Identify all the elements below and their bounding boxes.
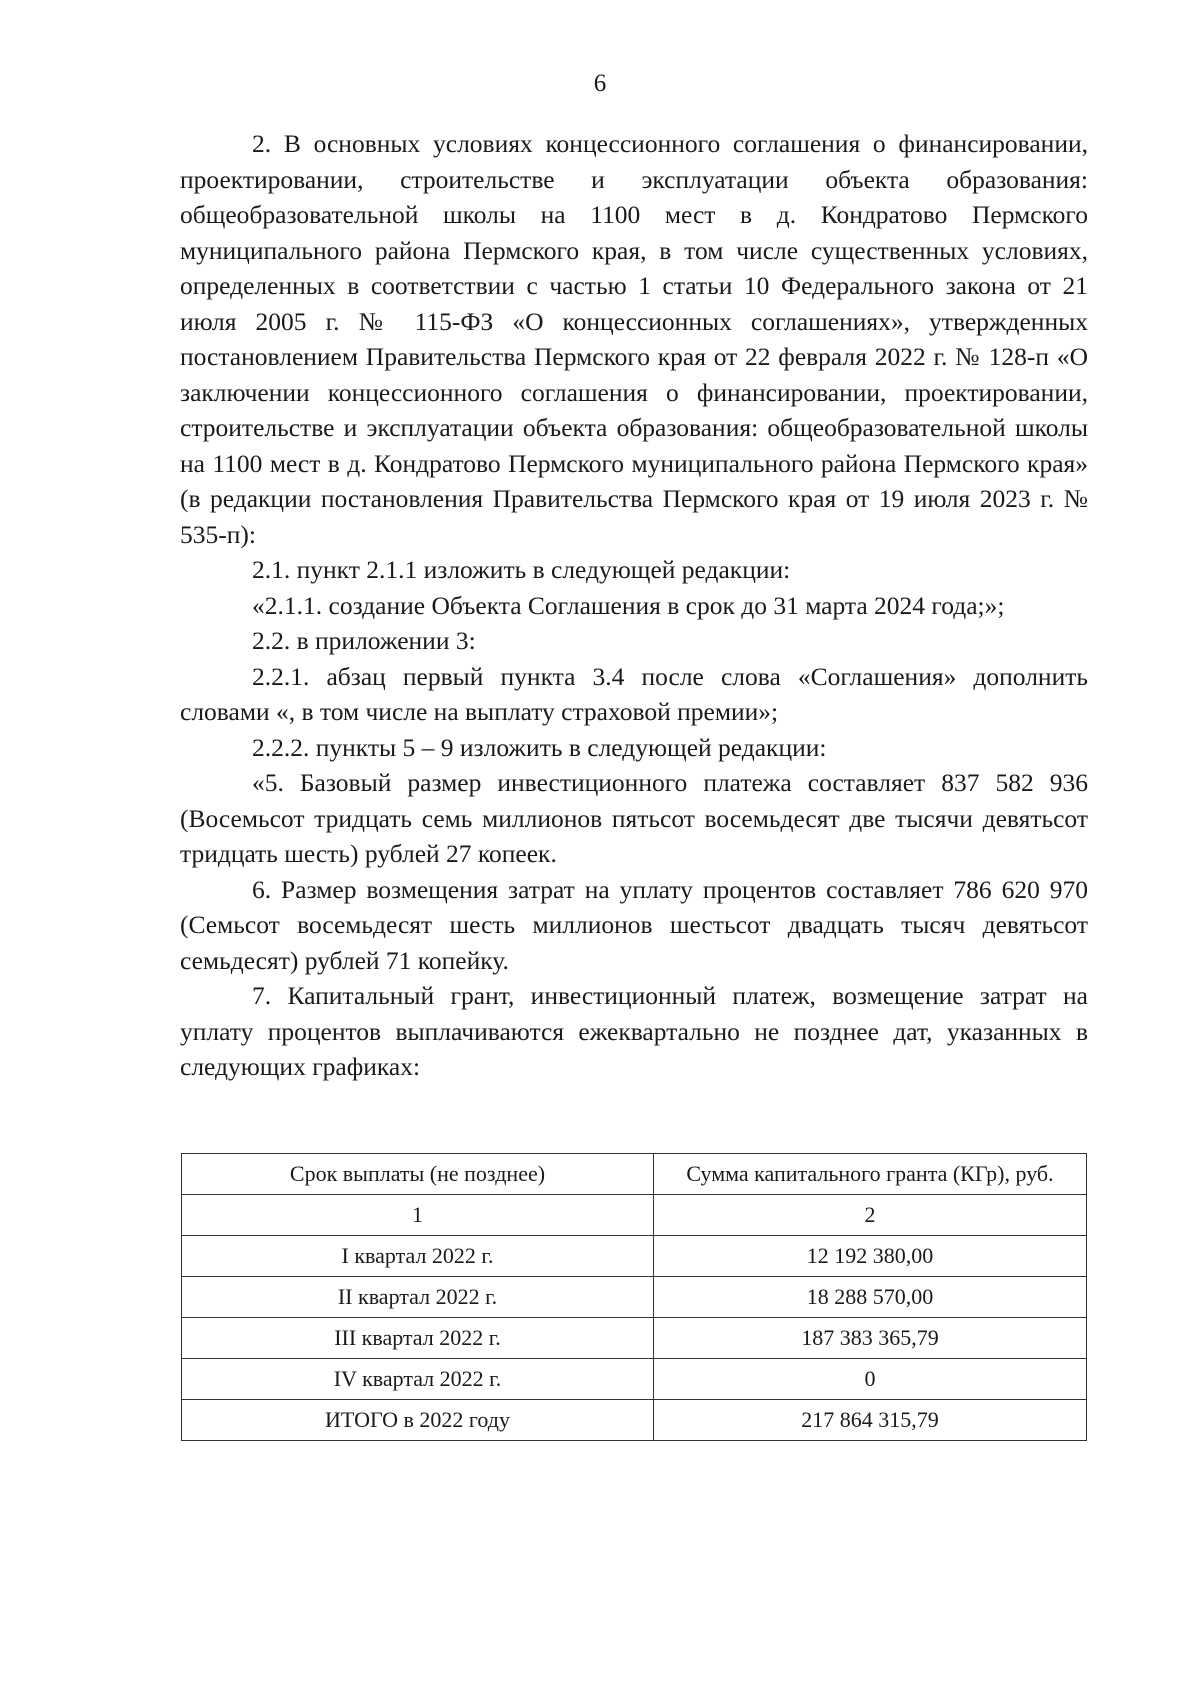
table-row: [182, 1318, 1087, 1359]
paragraph-6: 6. Размер возмещения затрат на уплату процентов составляет 786 620 970 (Семьсот восемьдесят шесть миллионов шестьсот двадцать тысяч девятьсот семьдесят) рублей 71 копейку.: [180, 874, 1088, 975]
table-cell-amount: 18 288 570,00: [654, 1277, 1087, 1318]
column-number-1: 1: [182, 1195, 654, 1236]
table-cell-period: III квартал 2022 г.: [182, 1318, 654, 1359]
table-header-row: [182, 1154, 1087, 1195]
table-cell-amount: 0: [654, 1359, 1087, 1400]
paragraph-2-2-2: 2.2.2. пункты 5 – 9 изложить в следующей редакции:: [252, 732, 827, 762]
paragraph-2-1: 2.1. пункт 2.1.1 изложить в следующей редакции:: [252, 555, 791, 584]
column-number-2: 2: [654, 1195, 1087, 1236]
paragraph-2-2-1: 2.2.1. абзац первый пункта 3.4 после слова «Соглашения» дополнить словами «, в том числе на выплату страховой премии»;: [180, 661, 1088, 726]
header-payment-deadline: Срок выплаты (не позднее): [182, 1154, 654, 1195]
capital-grant-table-wrap: [181, 1153, 1086, 1441]
table-cell-period: II квартал 2022 г.: [182, 1277, 654, 1318]
table-row: [182, 1277, 1087, 1318]
table-total-row: [182, 1400, 1087, 1441]
table-row: [182, 1236, 1087, 1277]
paragraph-2: 2. В основных условиях концессионного соглашения о финансировании, проектировании, строительстве и эксплуатации объекта образования: общеобразовательной школы на 1100 мест в д. Кондратово Пермского муниципального района Пермского края, в том числе существенных условиях, определенных в соответствии с частью 1 статьи 10 Федерального закона от 21 июля 2005 г. № 115-ФЗ «О концессионных соглашениях», утвержденных постановлением Правительства Пермского края от 22 февраля 2022 г. № 128-п «О заключении концессионного соглашения о финансировании, проектировании, строительстве и эксплуатации объекта образования: общеобразовательной школы на 1100 мест в д. Кондратово Пермского муниципального района Пермского края» (в редакции постановления Правительства Пермского края от 19 июля 2023 г. № 535-п):: [180, 129, 1088, 549]
table-column-number-row: [182, 1195, 1087, 1236]
table-cell-period: I квартал 2022 г.: [182, 1236, 654, 1277]
table-cell-total-label: ИТОГО в 2022 году: [182, 1400, 654, 1441]
paragraph-2-1-1-quote: «2.1.1. создание Объекта Соглашения в срок до 31 марта 2024 года;»;: [252, 590, 1005, 620]
table-cell-period: IV квартал 2022 г.: [182, 1359, 654, 1400]
paragraph-2-2: 2.2. в приложении 3:: [252, 626, 476, 655]
table-cell-amount: 12 192 380,00: [654, 1236, 1087, 1277]
capital-grant-table: [181, 1153, 1087, 1441]
document-body: [180, 126, 1088, 1085]
page-number: 6: [593, 70, 607, 97]
paragraph-5: «5. Базовый размер инвестиционного платежа составляет 837 582 936 (Восемьсот тридцать семь миллионов пятьсот восемьдесят две тысячи девятьсот тридцать шесть) рублей 27 копеек.: [180, 768, 1088, 868]
table-cell-total-amount: 217 864 315,79: [654, 1400, 1087, 1441]
header-grant-amount: Сумма капитального гранта (КГр), руб.: [654, 1154, 1087, 1195]
paragraph-7: 7. Капитальный грант, инвестиционный платеж, возмещение затрат на уплату процентов выплачиваются ежеквартально не позднее дат, указанных в следующих графиках:: [180, 981, 1088, 1081]
table-cell-amount: 187 383 365,79: [654, 1318, 1087, 1359]
table-row: [182, 1359, 1087, 1400]
